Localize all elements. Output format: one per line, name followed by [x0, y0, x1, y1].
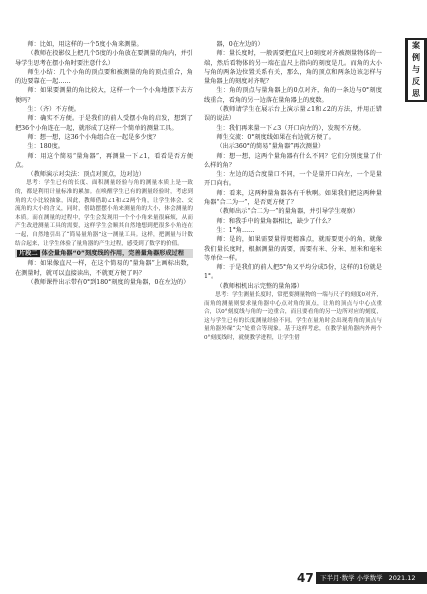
paragraph: 师生交流：0°刻度线如果在右边就方便了。 [216, 133, 335, 141]
paragraph: 师：如果要测量的角比较大，这样一个一个小角地摆下去方便吗？ [15, 87, 193, 104]
paragraph: （教师出示“合二为一”的量角器，并引导学生观察） [216, 208, 359, 216]
paragraph: 师：和我手中的量角器相比，缺少了什么？ [216, 217, 334, 225]
page-number: 47 [297, 571, 314, 585]
section-heading-tag: 片段二 [19, 250, 38, 258]
right-column [204, 40, 382, 545]
reflection-paragraph: 思考：学生已有的长度、面积测量经验与角的测量本质上是一致的，都是利用计量标准的累加。在唤醒学生已有的测量经验时，考虑到角的大小比较抽象，因此，教师借助∠1和∠2两个角，让学生体会、交流角的大小的含义，同时，借助摆摆小角来测量角的大小，体会测量的本质。而在测量的过程中，学生会发现用一个个小角来量很麻烦，从而产生改进测量工具的需要，这样学生会顺其自然地想到把很多小角连在一起，自然地引出了“简易量角器”这一测量工具。这样，把测量与计数结合起来，让学生体验了量角器的产生过程，感受到了数学的价值。 [15, 180, 193, 247]
paragraph: （教师课件出示带有0°到180°刻度的量角器，0在左边的） [27, 279, 190, 286]
paragraph: 生：1°角…… [216, 226, 255, 234]
page-footer [0, 570, 427, 586]
section-tab-char: 反 [408, 76, 424, 88]
section-heading-text: 体会量角器“0”刻度线的作用，完善量角器形成过程 [41, 250, 184, 258]
section-heading [15, 249, 193, 258]
section-tab-char: 思 [408, 88, 424, 100]
paragraph: 师：确实不方便。于是我们的前人受摆小角的启发，想到了把36个小角连在一起，就形成了这样一个简单的测量工具。 [15, 115, 193, 132]
paragraph: 师：量长度时，一般需要把直尺上0刻度对齐被测量物体的一端，然后看物体的另一端在直尺上指向的刻度是几。而角的大小与角的两条边位置关系有关，那么，角的顶点和两条边该怎样与量角器上的刻度对齐呢？ [204, 50, 382, 86]
paragraph: 师：看来，这两种量角器各有千秋啊。如果我们把这两种量角器“合二为一”，是否更方便了？ [204, 189, 382, 207]
paragraph: （教师请学生在展示台上演示量∠1和∠2的方法，并用正错误的说法） [204, 106, 382, 123]
paragraph: 师：想一想，这36个小角组合在一起是多少度？ [27, 133, 160, 141]
paragraph: 生：180度。 [27, 143, 64, 151]
paragraph: 生：（齐）不方便。 [27, 106, 80, 114]
paragraph: （出示360°的简易“量角器”再次测量） [216, 143, 325, 151]
paragraph: 生：我们再来量一下∠3（开口向左的），发现不方便。 [216, 124, 365, 132]
paragraph: （教师相机出示完整的量角器） [216, 282, 304, 290]
paragraph: 师：如果像直尺一样，在这个简易的“量角器”上画标出数，在测量时，就可以直接读出，不就更方便了吗？ [15, 260, 193, 277]
section-tab-char: 案 [408, 40, 424, 52]
section-tab-char: 与 [408, 64, 424, 76]
reflection-paragraph: 思考：学生测量长度时，常把要测量物的一端与尺子的刻度0对齐，而角的测量则要求量角器中心点对角的顶点，让角的顶点与中心点重合，以0°刻度线与角的一边重合，而且要看角的另一边所对应的刻度，这与学生已有的长度测量经验不同。学生在量角时会出现将角的顶点与量角器外缘“尖”处重合等现象。基于这样考虑，在教学量角器内外两个0°刻度线时，就便教学进程，让学生借 [204, 292, 382, 341]
paragraph: 器，0在左边的） [216, 41, 264, 48]
paragraph: （教师在投影仪上把几个5度的小角放在要测量的角内，并引导学生思考在摆小角时要注意什么） [15, 50, 193, 67]
paragraph: 师：想一想，这两个量角器有什么不同？它们分别度量了什么样的角？ [204, 152, 382, 169]
paragraph: 师生小结：几个小角的顶点要和被测量的角的顶点重合，角的边要靠在一起…… [15, 68, 193, 86]
paragraph: 师：于是我们的前人把5°角又平均分成5份，这样的1份就是1°。 [204, 264, 382, 281]
paragraph: 生：角的顶点与量角器上的0点对齐，角的一条边与0°刻度线重合，看角的另一边落在量角器上的度数。 [204, 87, 382, 104]
section-tab [405, 38, 427, 102]
section-tab-char: 例 [408, 52, 424, 64]
publication-banner [316, 572, 427, 584]
paragraph: （教师演示对尖法：顶点对顶点，边对边） [27, 171, 145, 179]
publication-title: 下半月·数学 小学数学 [320, 574, 383, 582]
paragraph: 师：比如，用这样的一个5度小角来测量。 [27, 41, 143, 48]
left-column [15, 40, 193, 545]
paragraph: 师：是的，如果需要量得更精准点，就需要更小的角，就像我们量长度时，根据测量的需要，需要有米、分米、厘米和毫米等单位一样。 [204, 236, 382, 262]
paragraph: 生：左边的适合度量口不同，一个是量开口向左，一个是量开口向右。 [204, 171, 382, 188]
issue-date: 2021.12 [388, 574, 416, 582]
paragraph: 师：用这个简易“量角器”，再测量一下∠1，看看是否方便点。 [15, 152, 193, 169]
